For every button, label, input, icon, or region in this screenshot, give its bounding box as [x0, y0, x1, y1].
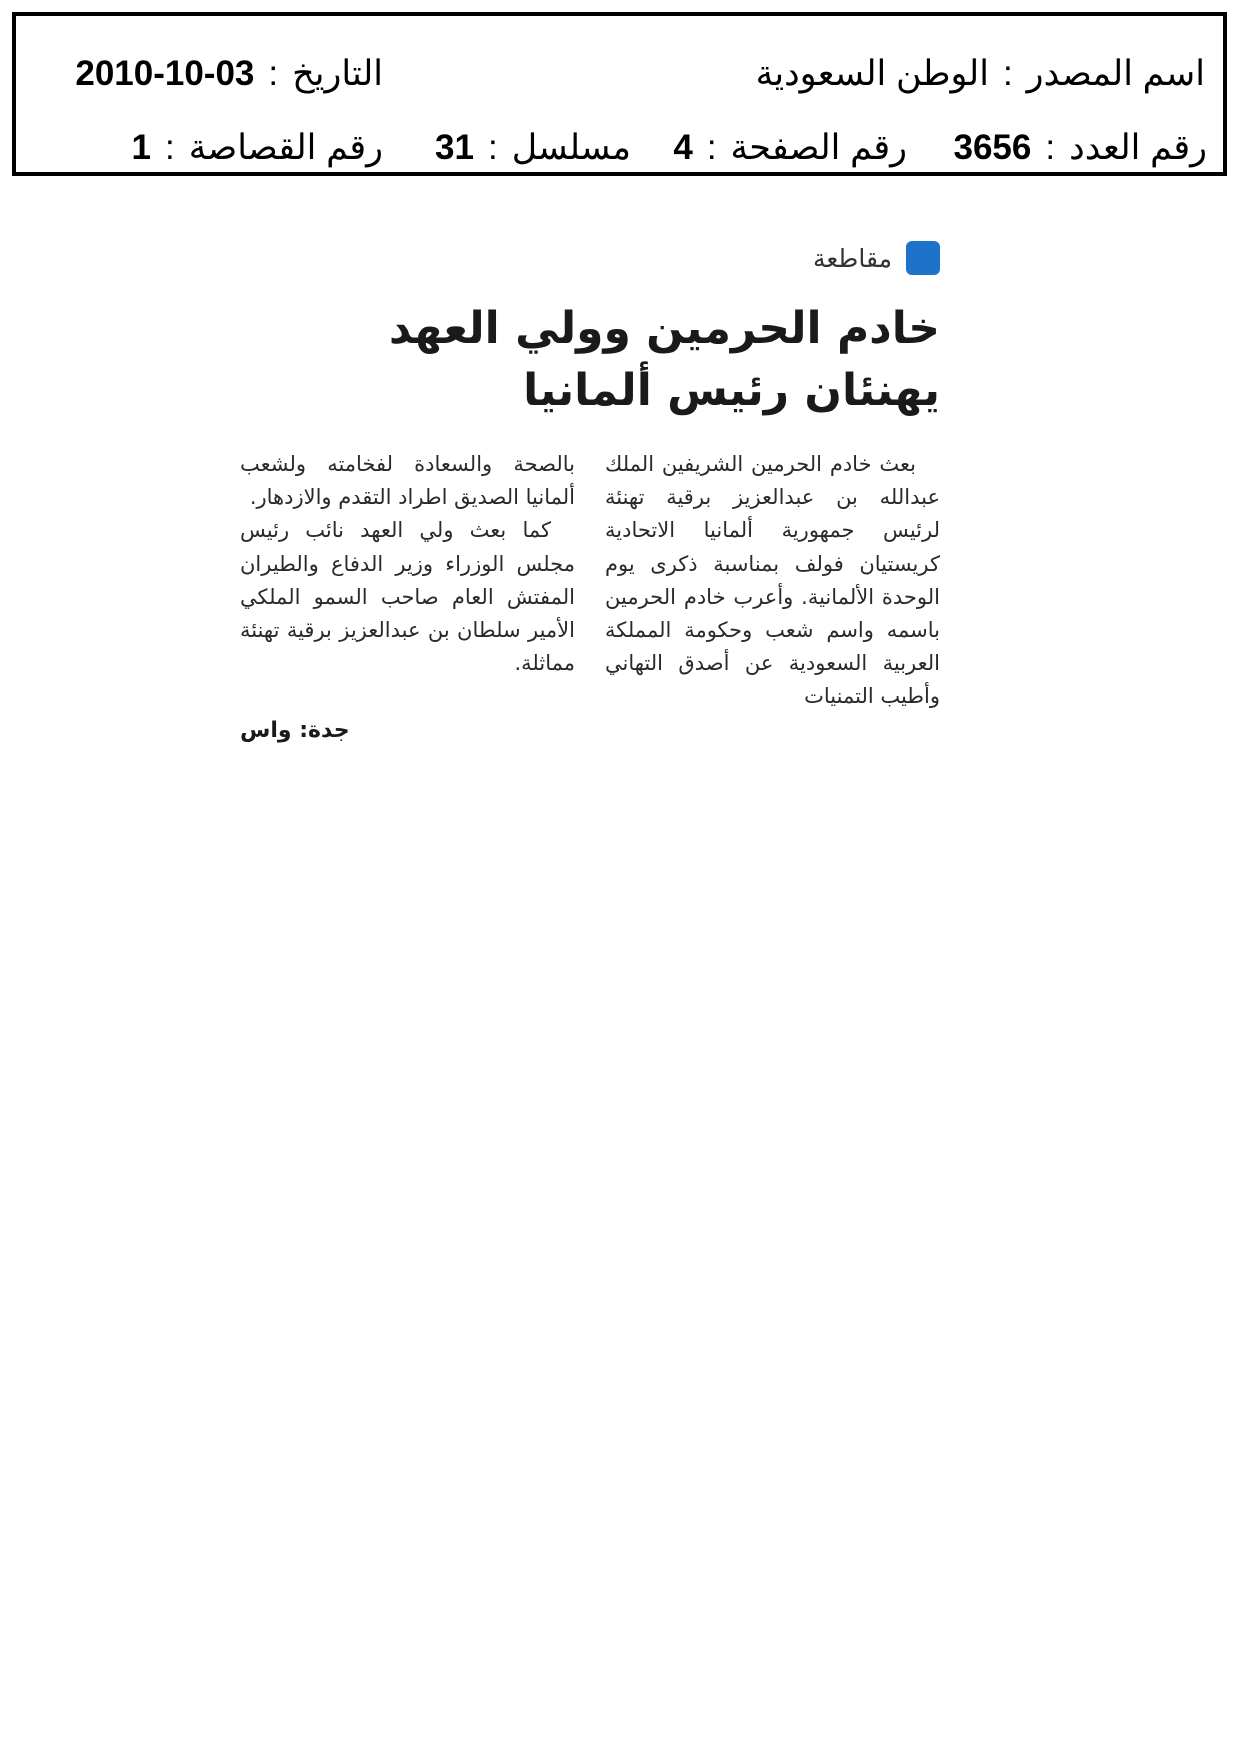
serial-value: 31 — [435, 128, 474, 167]
source-value: الوطن السعودية — [755, 54, 989, 93]
date-value: 2010-10-03 — [75, 54, 255, 93]
page-field — [673, 118, 907, 178]
section-tag — [813, 238, 940, 278]
serial-separator: : — [487, 128, 498, 167]
section-label: مقاطعة — [812, 243, 892, 273]
page-label: رقم الصفحة — [730, 128, 907, 167]
issue-separator: : — [1045, 128, 1056, 167]
metadata-row-2 — [16, 118, 1223, 178]
section-square-icon — [906, 241, 940, 275]
headline: خادم الحرمين وولي العهد يهنئان رئيس ألمانيا — [388, 303, 940, 416]
page-value: 4 — [673, 128, 693, 167]
article-column-left — [240, 448, 575, 680]
issue-label: رقم العدد — [1069, 128, 1207, 167]
issue-value: 3656 — [953, 128, 1032, 167]
clip-label: رقم القصاصة — [188, 128, 383, 167]
issue-field — [954, 118, 1208, 178]
metadata-row-1 — [16, 44, 1223, 104]
source-label: اسم المصدر — [1026, 54, 1205, 93]
date-separator: : — [268, 54, 279, 93]
serial-field — [435, 118, 631, 178]
date-label: التاريخ — [292, 54, 383, 93]
source-field — [756, 44, 1205, 104]
dateline: جدة: واس — [240, 718, 350, 743]
date-field — [75, 44, 383, 104]
article-paragraph-1: بعث خادم الحرمين الشريفين الملك عبدالله بن عبدالعزيز برقية تهنئة لرئيس جمهورية ألمانيا الاتحادية كريستيان فولف بمناسبة ذكرى يوم الوحدة الألمانية. وأعرب خادم الحرمين باسمه واسم شعب وحكومة المملكة العربية السعودية عن أصدق التهاني وأطيب التمنيات — [605, 452, 940, 709]
clipping-metadata-box — [12, 12, 1227, 176]
clip-value: 1 — [131, 128, 152, 167]
article-paragraph-2: بالصحة والسعادة لفخامته ولشعب ألمانيا الصديق اطراد التقدم والازدهار. — [240, 452, 575, 510]
source-separator: : — [1002, 54, 1013, 93]
page-separator: : — [706, 128, 717, 167]
clip-separator: : — [165, 128, 175, 167]
serial-label: مسلسل — [511, 128, 631, 167]
clip-field — [132, 118, 383, 178]
article-column-right — [605, 448, 940, 714]
article-paragraph-3: كما بعث ولي العهد نائب رئيس مجلس الوزراء وزير الدفاع والطيران المفتش العام صاحب السمو الملكي الأمير سلطان بن عبدالعزيز برقية تهنئة مماثلة. — [240, 518, 575, 676]
